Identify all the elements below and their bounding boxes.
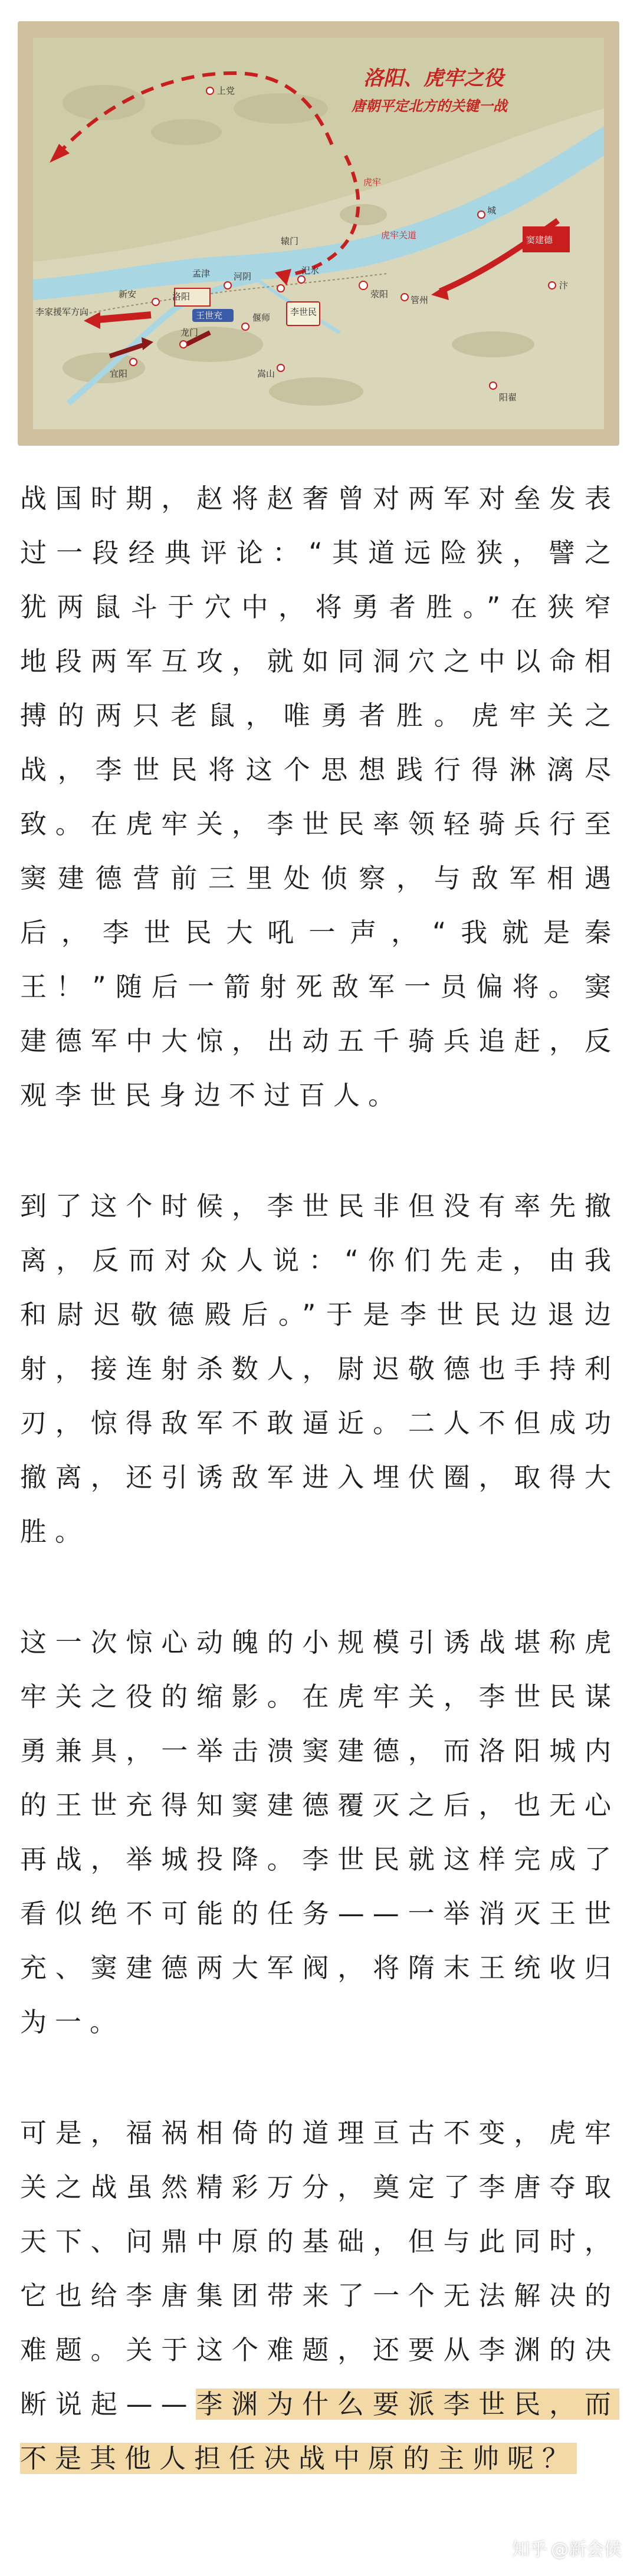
paragraph-1: 战国时期，赵将赵奢曾对两军对垒发表过一段经典评论：“其道远险狭，譬之犹两鼠斗于穴中，将勇者胜。”在狭窄地段两军互攻，就如同洞穴之中以命相搏的两只老鼠，唯勇者胜。虎牢关之战，李世民将这个思想践行得淋漓尽致。在虎牢关，李世民率领轻骑兵行至窦建德营前三里处侦察，与敌军相遇后，李世民大吼一声，“我就是秦王！”随后一箭射死敌军一员偏将。窦建德军中大惊，出动五千骑兵追赶，反观李世民身边不过百人。 — [20, 483, 619, 1111]
article-body — [20, 472, 619, 2486]
label-li-shimin: 李世民 — [290, 307, 317, 317]
label-heyin: 河阴 — [234, 271, 252, 282]
label-yiyang: 宜阳 — [110, 369, 128, 379]
highlighted-question: 李渊为什么要派李世民，而不是其他人担任决战中原的主帅呢？ — [20, 2389, 619, 2474]
label-road: 虎牢关道 — [381, 230, 417, 241]
label-hulao: 虎牢 — [363, 177, 382, 187]
label-chencheng: 城 — [487, 205, 497, 216]
label-bian: 汴 — [559, 280, 569, 291]
label-longmen: 龙门 — [180, 327, 199, 338]
label-xingyang: 荥阳 — [370, 289, 389, 300]
label-yangdi: 阳翟 — [499, 392, 517, 403]
author-handle: @新会侯 — [551, 2539, 622, 2560]
label-xinan: 新安 — [119, 289, 137, 300]
label-luoyang: 洛阳 — [172, 291, 191, 302]
paragraph-4-text: 可是，福祸相倚的道理亘古不变，虎牢关之战虽然精彩万分，奠定了李唐夺取天下、问鼎中原的基础，但与此同时，它也给李唐集团带来了一个无法解决的难题。关于这个难题，还要从李渊的决断说起—— — [20, 2117, 619, 2420]
label-xiayi: 汜水 — [301, 265, 320, 276]
paragraph-4 — [20, 2106, 619, 2486]
map-frame — [18, 21, 619, 446]
label-guanzhou: 管州 — [411, 295, 429, 305]
paragraph-2: 到了这个时候，李世民非但没有率先撤离，反而对众人说：“你们先走，由我和尉迟敬德殿后。”于是李世民边退边射，接连射杀数人，尉迟敬德也手持利刃，惊得敌军不敢逼近。二人不但成功撤离，还引诱敌军进入埋伏圈，取得大胜。 — [20, 1190, 619, 1547]
label-songshan: 嵩山 — [257, 369, 275, 379]
battle-map — [33, 38, 604, 429]
label-wang-shichong: 王世充 — [196, 310, 223, 321]
label-dou-jiande: 窦建德 — [526, 235, 553, 245]
watermark — [512, 2535, 622, 2561]
map-title-line2: 唐朝平定北方的关键一战 — [352, 97, 507, 114]
zhihu-logo-text: 知乎 — [512, 2539, 547, 2560]
battle-map-svg — [33, 38, 604, 429]
relief-army-arrow — [98, 315, 151, 320]
label-yanshi: 偃师 — [252, 312, 271, 323]
label-tang-army: 李家援军方向 — [35, 307, 89, 317]
paragraph-3: 这一次惊心动魄的小规模引诱战堪称虎牢关之役的缩影。在虎牢关，李世民谋勇兼具，一举击溃窦建德，而洛阳城内的王世充得知窦建德覆灭之后，也无心再战，举城投降。李世民就这样完成了看似绝不可能的任务——一举消灭王世充、窦建德两大军阀，将隋末王统收归为一。 — [20, 1627, 619, 2038]
label-mengjin: 孟津 — [192, 268, 211, 279]
label-yuanmen: 辕门 — [281, 236, 299, 246]
map-title-line1: 洛阳、虎牢之役 — [363, 67, 504, 90]
label-shangdang: 上党 — [217, 85, 235, 96]
